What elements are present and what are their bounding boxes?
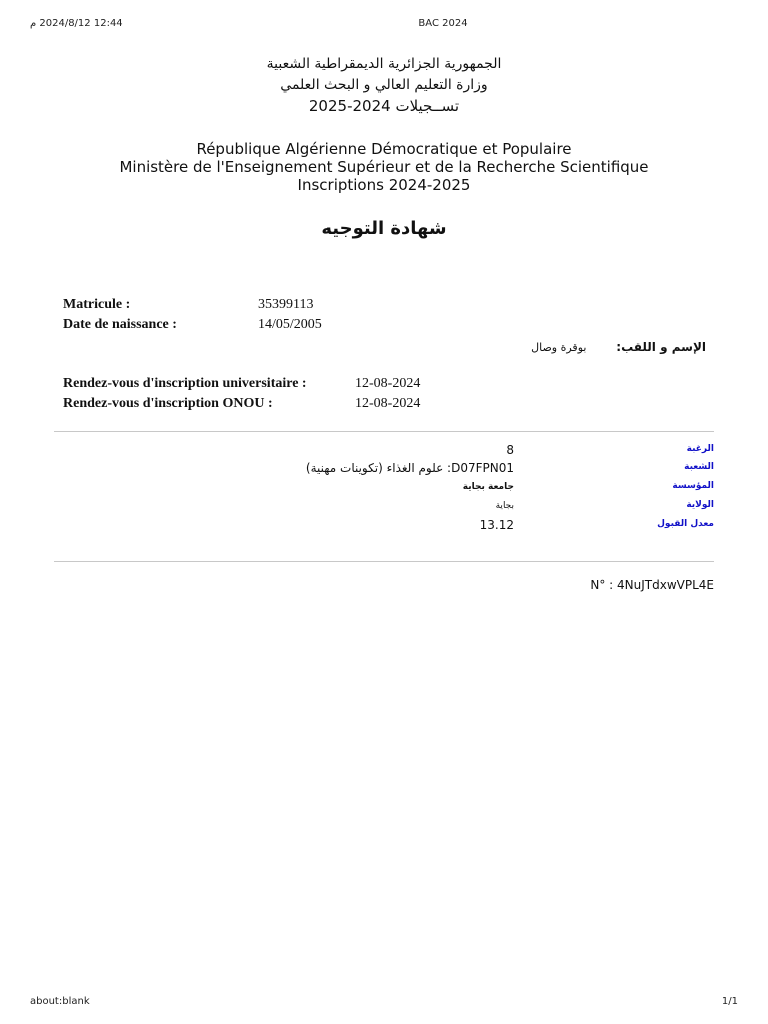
dob-row bbox=[63, 317, 463, 335]
divider-top bbox=[54, 431, 714, 432]
univ-appointment-label: Rendez-vous d'inscription universitaire : bbox=[63, 376, 307, 391]
matricule-value: 35399113 bbox=[258, 297, 314, 312]
name-value: بوقرة وصال bbox=[531, 341, 587, 354]
print-title: BAC 2024 bbox=[418, 18, 468, 29]
matricule-row bbox=[63, 297, 463, 315]
onou-appointment-value: 12-08-2024 bbox=[355, 396, 421, 411]
institution-row bbox=[54, 481, 714, 495]
branch-label: الشعبة bbox=[684, 462, 714, 472]
arabic-header bbox=[0, 54, 768, 117]
ar-inscriptions: تســجيلات 2024-2025 bbox=[308, 97, 460, 115]
document-title: شهادة التوجيه bbox=[321, 218, 447, 239]
ar-ministry: وزارة التعليم العالي و البحث العلمي bbox=[280, 77, 488, 93]
wish-label: الرغبة bbox=[686, 444, 714, 454]
wish-value: 8 bbox=[506, 443, 514, 457]
institution-value: جامعة بجاية bbox=[462, 482, 514, 492]
name-label: الإسم و اللقب: bbox=[616, 340, 706, 354]
branch-row bbox=[54, 461, 714, 475]
wilaya-row bbox=[54, 500, 714, 514]
dob-value: 14/05/2005 bbox=[258, 317, 322, 332]
ar-republic: الجمهورية الجزائرية الديمقراطية الشعبية bbox=[266, 56, 502, 72]
certificate-number: N° : 4NuJTdxwVPL4E bbox=[590, 578, 714, 592]
score-value: 13.12 bbox=[479, 518, 514, 532]
score-row bbox=[54, 518, 714, 532]
onou-appointment-label: Rendez-vous d'inscription ONOU : bbox=[63, 396, 273, 411]
print-date: 12:44 2024/8/12 م bbox=[30, 18, 123, 29]
fr-republic: République Algérienne Démocratique et Populaire bbox=[196, 140, 572, 158]
dob-label: Date de naissance : bbox=[63, 317, 177, 332]
wish-row bbox=[54, 443, 714, 457]
branch-value: D07FPN01: علوم الغذاء (تكوينات مهنية) bbox=[305, 461, 514, 475]
name-row bbox=[531, 340, 706, 354]
fr-ministry: Ministère de l'Enseignement Supérieur et de la Recherche Scientifique bbox=[119, 158, 649, 176]
univ-appointment-value: 12-08-2024 bbox=[355, 376, 421, 391]
french-header bbox=[0, 140, 768, 194]
score-label: معدل القبول bbox=[657, 519, 714, 529]
matricule-label: Matricule : bbox=[63, 297, 131, 312]
onou-appointment-row bbox=[63, 396, 563, 414]
print-url: about:blank bbox=[30, 996, 90, 1007]
univ-appointment-row bbox=[63, 376, 563, 394]
wilaya-label: الولاية bbox=[686, 500, 714, 510]
wilaya-value: بجاية bbox=[495, 501, 514, 511]
divider-bottom bbox=[54, 561, 714, 562]
institution-label: المؤسسة bbox=[672, 481, 714, 491]
print-page-number: 1/1 bbox=[721, 996, 738, 1007]
fr-inscriptions: Inscriptions 2024-2025 bbox=[297, 176, 471, 194]
